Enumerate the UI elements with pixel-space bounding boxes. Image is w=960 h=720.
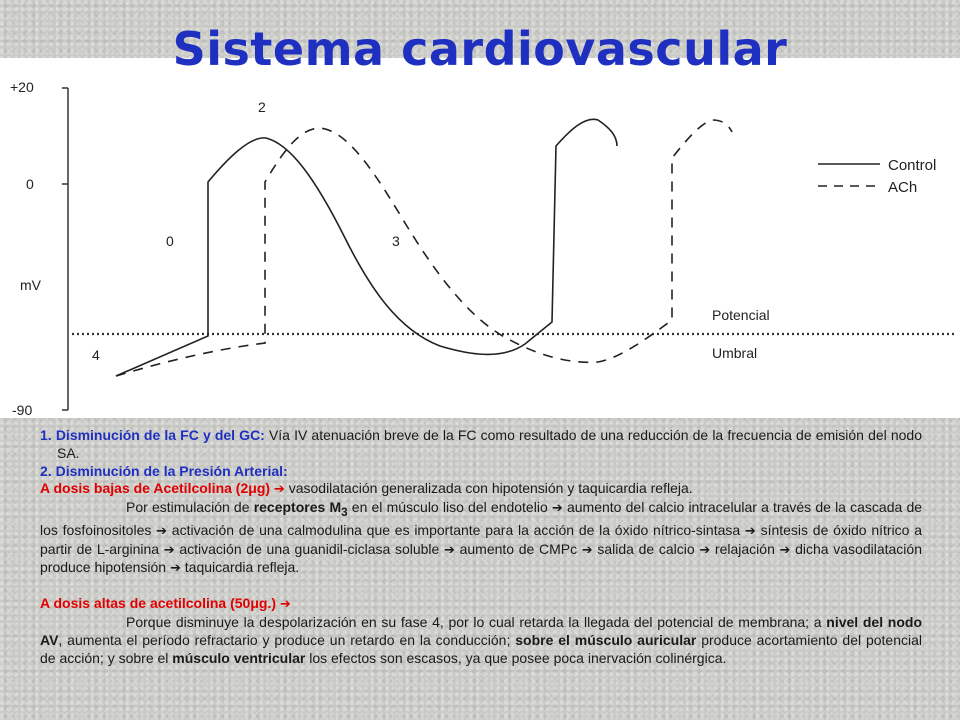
p1-j: relajación	[710, 540, 780, 557]
arrow-icon: ➔	[551, 501, 563, 517]
legend	[818, 157, 936, 196]
y-tick-label-minus90: -90	[12, 402, 33, 418]
p2-d: sobre el músculo auricular	[515, 631, 697, 648]
low-dose-heading: A dosis bajas de Acetilcolina (2μg)	[40, 480, 271, 497]
threshold-label-potencial: Potencial	[712, 307, 770, 323]
p1-c: en el músculo liso del endotelio	[347, 499, 552, 516]
arrow-icon: ➔	[163, 542, 175, 558]
item-1	[40, 427, 922, 463]
p1-i: salida de calcio	[592, 540, 700, 557]
item-1-heading: Disminución de la FC y del GC:	[55, 427, 265, 443]
item-1-body: Vía IV atenuación breve de la FC como resultado de una reducción de la frecuencia de emisión del nodo SA.	[57, 427, 923, 461]
threshold-label-umbral: Umbral	[712, 345, 758, 361]
p1-a: Por estimulación de	[126, 499, 254, 516]
p2-e: produce acortamiento del potencial de acción; y sobre el	[40, 631, 923, 666]
p1-b: receptores M	[253, 499, 342, 516]
p1-d: aumento del calcio intracelular a través de la cascada de los fosfoinositoles	[40, 499, 923, 538]
p2-f: músculo ventricular	[172, 649, 306, 666]
chart-svg	[0, 58, 960, 418]
phase-label-3: 3	[392, 233, 400, 249]
p2-g: los efectos son escasos, ya que posee poca inervación colinérgica.	[305, 649, 727, 666]
item-1-number: 1.	[40, 427, 52, 443]
legend-control-label: Control	[888, 157, 937, 174]
low-dose-line	[40, 480, 922, 499]
p1-f: síntesis de óxido nítrico a partir de L-arginina	[40, 521, 922, 557]
control-curve	[116, 119, 617, 376]
p1-e: activación de una calmodulina que es importante para la acción de la óxido nítrico-sintasa	[167, 521, 745, 538]
action-potential-chart	[0, 58, 960, 418]
item-2-heading: Disminución de la Presión Arterial:	[55, 462, 288, 479]
low-dose-body: vasodilatación generalizada con hipotensión y taquicardia refleja.	[284, 480, 693, 497]
arrow-icon: ➔	[779, 542, 791, 558]
low-dose-paragraph	[40, 499, 922, 578]
arrow-icon: ➔	[699, 542, 711, 558]
phase-label-0: 0	[166, 233, 174, 249]
legend-ach-label: ACh	[888, 179, 918, 196]
p1-sub: 3	[341, 505, 348, 519]
explanation-text	[40, 427, 922, 667]
phase-label-4: 4	[92, 347, 100, 363]
p1-h: aumento de CMPc	[454, 540, 582, 557]
p2-b: nivel del nodo AV	[40, 613, 923, 648]
item-2-number: 2.	[40, 462, 52, 479]
high-dose-paragraph	[40, 614, 922, 667]
p1-k: dicha vasodilatación produce hipotensión	[40, 540, 922, 576]
p2-a: Porque disminuye la despolarización en su fase 4, por lo cual retarda la llegada del potencial de membrana; a	[126, 613, 827, 630]
y-tick-label-plus20: +20	[10, 79, 34, 95]
arrow-icon: ➔	[581, 542, 593, 558]
high-dose-heading: A dosis altas de acetilcolina (50μg.)	[40, 595, 277, 612]
phase-label-2: 2	[258, 99, 266, 115]
item-2	[40, 463, 922, 481]
high-dose-line	[40, 595, 922, 614]
arrow-icon: ➔	[279, 597, 291, 613]
arrow-icon: ➔	[744, 523, 756, 539]
arrow-icon: ➔	[156, 523, 168, 539]
y-axis-label: mV	[20, 277, 41, 293]
arrow-icon: ➔	[444, 542, 455, 558]
p2-c: , aumenta el período refractario y produce un retardo en la conducción;	[58, 631, 516, 648]
p1-l: taquicardia refleja.	[180, 559, 300, 576]
arrow-icon: ➔	[170, 561, 181, 577]
y-tick-label-0: 0	[26, 176, 34, 192]
p1-g: activación de una guanidil-ciclasa soluble	[174, 540, 444, 557]
arrow-icon: ➔	[273, 482, 285, 498]
page-title: Sistema cardiovascular	[172, 22, 788, 76]
